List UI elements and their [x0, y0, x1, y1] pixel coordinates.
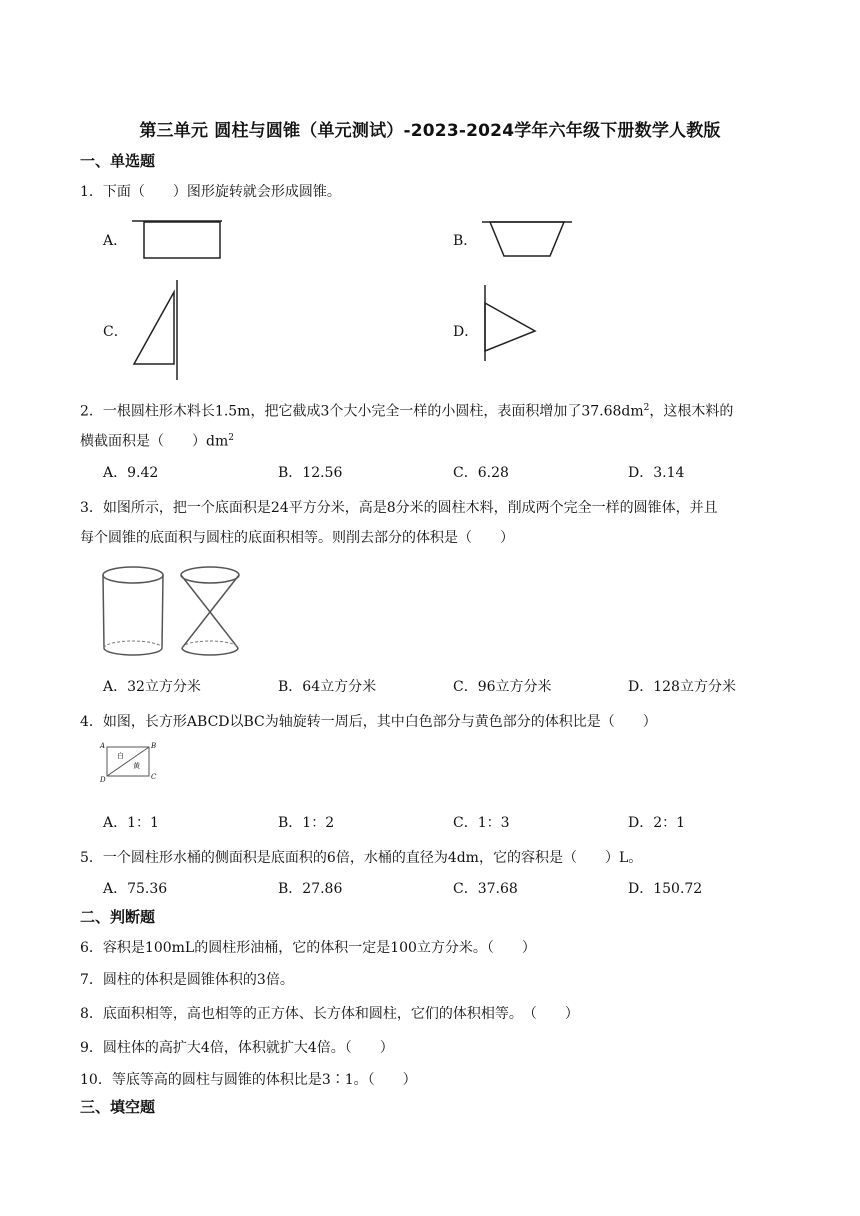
- question-2-line-1: 2．一根圆柱形木料长1.5m，把它截成3个大小完全一样的小圆柱，表面积增加了$37.68dm^2$，这根木料的: [80, 403, 734, 420]
- section-heading-fill-in: 三、填空题: [80, 1098, 156, 1116]
- q4-option-d: D．2：1: [628, 815, 686, 831]
- question-7-text: 7．圆柱的体积是圆锥体积的3倍。: [80, 972, 294, 988]
- q1-option-b-label: B．: [453, 233, 478, 249]
- question-2-line-2: 横截面积是（ ）$dm^2$: [80, 433, 234, 450]
- q1-option-d-label: D．: [453, 324, 479, 340]
- page-title: 第三单元 圆柱与圆锥（单元测试）-2023-2024学年六年级下册数学人教版: [139, 121, 721, 141]
- q4-option-c: C．1：3: [453, 815, 510, 831]
- q1-option-b-figure: [480, 218, 575, 262]
- question-9-text: 9．圆柱体的高扩大4倍，体积就扩大4倍。（ ）: [80, 1040, 394, 1056]
- q5-option-b: B．27.86: [278, 881, 343, 897]
- question-3-line-1: 3．如图所示，把一个底面积是24平方分米，高是8分米的圆柱木料，削成两个完全一样的圆锥体，并且: [80, 500, 718, 516]
- q4-label-yellow: 黄: [133, 762, 140, 770]
- q4-option-b: B．1：2: [278, 815, 335, 831]
- question-8-text: 8．底面积相等，高也相等的正方体、长方体和圆柱，它们的体积相等。 （ ）: [80, 1006, 579, 1022]
- question-5-text: 5．一个圆柱形水桶的侧面积是底面积的6倍，水桶的直径为4dm，它的容积是（ ）L。: [80, 850, 643, 866]
- question-6-text: 6．容积是100mL的圆柱形油桶，它的体积一定是100立方分米。（ ）: [80, 940, 536, 956]
- q4-label-c: C: [151, 773, 157, 781]
- q2-option-c: C．6.28: [453, 465, 509, 481]
- q1-option-c-figure: [130, 278, 190, 382]
- q1-option-c-label: C．: [103, 324, 128, 340]
- q1-option-d-figure: [480, 283, 540, 363]
- q4-option-a: A．1：1: [103, 815, 159, 831]
- q2-option-a: A．9.42: [103, 465, 159, 481]
- q3-option-b: B．64立方分米: [278, 679, 377, 695]
- q5-option-a: A．75.36: [103, 881, 168, 897]
- q2-option-d: D．3.14: [628, 465, 685, 481]
- q4-label-b: B: [151, 742, 157, 750]
- q1-option-a-figure: [130, 218, 225, 262]
- q3-option-d: D．128立方分米: [628, 679, 736, 695]
- q4-label-d: D: [100, 776, 106, 784]
- q3-option-a: A．32立方分米: [103, 679, 201, 695]
- question-4-text: 4．如图，长方形ABCD以BC为轴旋转一周后，其中白色部分与黄色部分的体积比是（ ）: [80, 714, 657, 730]
- question-1-text: 1．下面（ ）图形旋转就会形成圆锥。: [80, 184, 341, 200]
- section-heading-true-false: 二、判断题: [80, 908, 156, 926]
- q3-cylinder-figure: [100, 565, 170, 660]
- question-10-text: 10．等底等高的圆柱与圆锥的体积比是3∶1。（ ）: [80, 1072, 417, 1088]
- q5-option-c: C．37.68: [453, 881, 518, 897]
- q5-option-d: D．150.72: [628, 881, 703, 897]
- q3-option-c: C．96立方分米: [453, 679, 552, 695]
- section-heading-single-choice: 一、单选题: [80, 152, 156, 170]
- q4-rectangle-figure: [100, 742, 160, 788]
- q1-option-a-label: A．: [103, 233, 128, 249]
- question-3-line-2: 每个圆锥的底面积与圆柱的底面积相等。则削去部分的体积是（ ）: [80, 530, 514, 546]
- q4-label-white: 白: [117, 752, 124, 760]
- q2-option-b: B．12.56: [278, 465, 343, 481]
- q4-label-a: A: [100, 742, 106, 750]
- q3-double-cone-figure: [178, 565, 248, 660]
